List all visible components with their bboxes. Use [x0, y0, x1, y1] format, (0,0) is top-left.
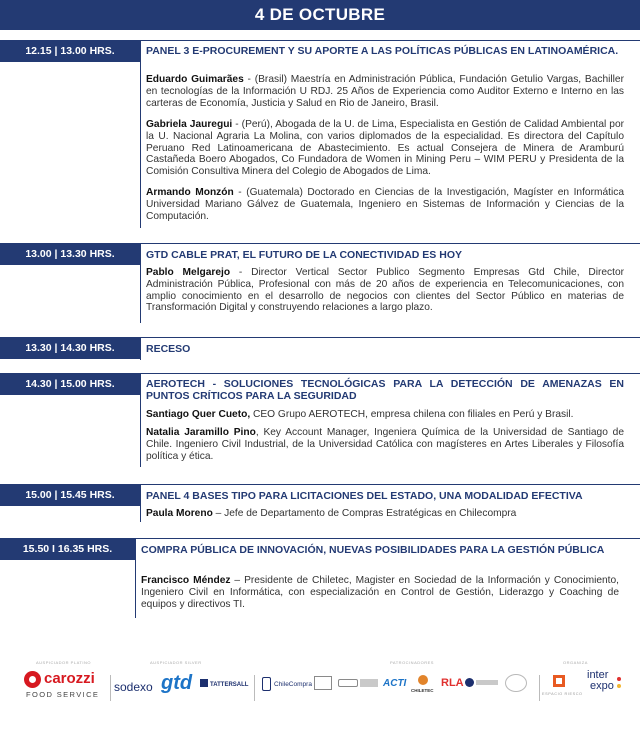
session-time: 15.50 I 16.35 HRS. [0, 538, 135, 560]
speaker-entry [146, 508, 624, 520]
speaker-bio: CEO Grupo AEROTECH, empresa chilena con filiales en Perú y Brasil. [253, 409, 574, 420]
speaker-separator: - [230, 267, 252, 278]
carozzi-name: carozzi [44, 670, 95, 687]
speaker-bio: Presidente de Chiletec, Magister en Sociedad de la Información y Conocimiento, Ingeniero Civil en Informática, con especialización en Control de Gestión, Liderazgo y Coaching de equipos y directivos TI. [141, 575, 619, 610]
session-divider [140, 337, 141, 360]
interexpo-logo-top: inter [587, 669, 609, 681]
acti-logo: ACTI [383, 678, 407, 689]
session-top-line [140, 243, 640, 244]
espacio-riesco-mark-icon [553, 675, 565, 687]
interexpo-dot-icon [617, 677, 621, 681]
speaker-name: Francisco Méndez [141, 575, 231, 586]
speaker-entry [146, 267, 624, 314]
partner-logo-icon [314, 676, 332, 690]
partner-logo-icon [476, 680, 498, 685]
session-time: 13.00 | 13.30 HRS. [0, 243, 140, 265]
rla-logo: RLA [441, 677, 464, 689]
carozzi-logo [24, 671, 108, 701]
sponsor-separator [254, 675, 255, 701]
partner-logo-icon [505, 674, 527, 692]
gtd-logo: gtd [161, 672, 193, 694]
speaker-separator: - [233, 187, 247, 198]
speaker-name: Eduardo Guimarães [146, 74, 244, 85]
speaker-name: Natalia Jaramillo Pino [146, 427, 256, 438]
speaker-separator: - [243, 74, 255, 85]
speaker-name: Santiago Quer Cueto, [146, 409, 251, 420]
session-time: 13.30 | 14.30 HRS. [0, 337, 140, 359]
speaker-name: Gabriela Jauregui [146, 119, 233, 130]
partner-logo-icon [465, 678, 474, 687]
date-header: 4 DE OCTUBRE [0, 0, 640, 30]
speaker-entry [141, 575, 619, 610]
sponsors-strip [0, 655, 640, 729]
session-divider [140, 373, 141, 467]
speaker-name: Paula Moreno [146, 508, 213, 519]
sponsor-separator [539, 675, 540, 701]
speaker-name: Pablo Melgarejo [146, 267, 231, 278]
session-top-line [135, 538, 640, 539]
session-title: AEROTECH - SOLUCIONES TECNOLÓGICAS PARA LA DETECCIÓN DE AMENAZAS EN PUNTOS CRÍTICOS PARA LA SEGURIDAD [146, 378, 624, 402]
tattersall-mark-icon [200, 679, 208, 687]
session-top-line [140, 337, 640, 338]
chiletec-logo: CHILETEC [411, 688, 434, 693]
session-time: 15.00 | 15.45 HRS. [0, 484, 140, 506]
sodexo-logo: sodexo [114, 680, 153, 694]
speaker-bio: (Perú), Abogada de la U. de Lima, Especialista en Gestión de Calidad Ambiental por la U. Nacional Agraria La Molina, con varios diplomados de la especialidad. Es directora del Capítulo Peruano Red Latinoamericana de Abastecimiento. Es actual Consejera de Minera de Aramburú Castañeda Boero Abogados, Co Fundadora de Women in Mining Peru – WIM PERU y Presidenta de la Comisión Consultiva Minera del Colegio de Abogados de Lima. [146, 119, 624, 178]
speaker-bio: (Guatemala) Doctorado en Ciencias de la Investigación, Magíster en Informática Universidad Mariano Gálvez de Guatemala, Ingeniero en Sistemas de Información y Ciencias de la Computación. [146, 187, 624, 222]
espacio-riesco-logo: ESPACIO RIESCO [542, 692, 583, 696]
sponsor-caption: PATROCINADORES [390, 660, 434, 665]
speaker-bio: Director Vertical Sector Publico Segmento Empresas Gtd Chile, Director Administración Pública, Profesional con más de 20 años de experiencia en Telecomunicaciones, con amplio conocimiento en el desarrollo de negocios con clientes del Sector Público en materias de Transformación Digital y construyendo relaciones a largo plazo. [146, 267, 624, 314]
session-top-line [140, 373, 640, 374]
carozzi-mark-inner-icon [29, 676, 36, 683]
interexpo-logo-bottom: expo [590, 680, 614, 692]
sponsor-caption: ORGANIZA [563, 660, 588, 665]
speaker-entry [146, 427, 624, 462]
interexpo-dot-icon [617, 684, 621, 688]
session-title: COMPRA PÚBLICA DE INNOVACIÓN, NUEVAS POSIBILIDADES PARA LA GESTIÓN PÚBLICA [141, 544, 605, 556]
speaker-entry [146, 187, 624, 222]
chilecompra-logo: ChileCompra [274, 681, 312, 688]
speaker-entry [146, 409, 624, 421]
speaker-entry [146, 74, 624, 109]
sponsor-caption: AUSPICIADOR SILVER [150, 660, 202, 665]
session-title: GTD CABLE PRAT, EL FUTURO DE LA CONECTIVIDAD ES HOY [146, 249, 462, 261]
session-divider [140, 40, 141, 228]
speaker-separator: – [230, 575, 245, 586]
speaker-name: Armando Monzón [146, 187, 234, 198]
session-divider [140, 484, 141, 522]
chiletec-mark-icon [418, 675, 428, 685]
session-title: PANEL 4 BASES TIPO PARA LICITACIONES DEL ESTADO, UNA MODALIDAD EFECTIVA [146, 490, 583, 502]
chilecompra-mark-icon [262, 677, 271, 691]
carozzi-subtitle: FOOD SERVICE [26, 690, 100, 699]
session-divider [135, 538, 136, 618]
partner-logo-icon [338, 679, 358, 687]
session-time: 14.30 | 15.00 HRS. [0, 373, 140, 395]
speaker-separator: , [255, 427, 264, 438]
sponsor-separator [110, 675, 111, 701]
session-time: 12.15 | 13.00 HRS. [0, 40, 140, 62]
speaker-separator: – [212, 508, 225, 519]
speaker-separator: - [232, 119, 242, 130]
tattersall-logo: TATTERSALL [210, 682, 249, 688]
speaker-entry [146, 119, 624, 178]
partner-logo-icon [360, 679, 378, 687]
session-top-line [140, 484, 640, 485]
speaker-bio: Jefe de Departamento de Compras Estratégicas en Chilecompra [224, 508, 517, 519]
session-title: PANEL 3 E-PROCUREMENT Y SU APORTE A LAS POLÍTICAS PÚBLICAS EN LATINOAMÉRICA. [146, 45, 619, 57]
speaker-bio: Key Account Manager, Ingeniera Química de la Universidad de Santiago de Chile. Ingeniero Civil Industrial, de la Universidad Católica con magísteres en Artes Liberales y Filosofía política y ética. [146, 427, 624, 462]
sponsor-caption: AUSPICIADOR PLATINO [36, 660, 91, 665]
session-top-line [140, 40, 640, 41]
session-divider [140, 243, 141, 323]
speaker-bio: (Brasil) Maestría en Administración Pública, Fundación Getulio Vargas, Bachiller en tecnologías de la Información U RDJ. 25 Años de Experiencia como Auditor Externo e Interno en las carteras de Economía, Justicia y Salud en Rio de Janeiro, Brasil. [146, 74, 624, 109]
session-title: RECESO [146, 343, 191, 355]
